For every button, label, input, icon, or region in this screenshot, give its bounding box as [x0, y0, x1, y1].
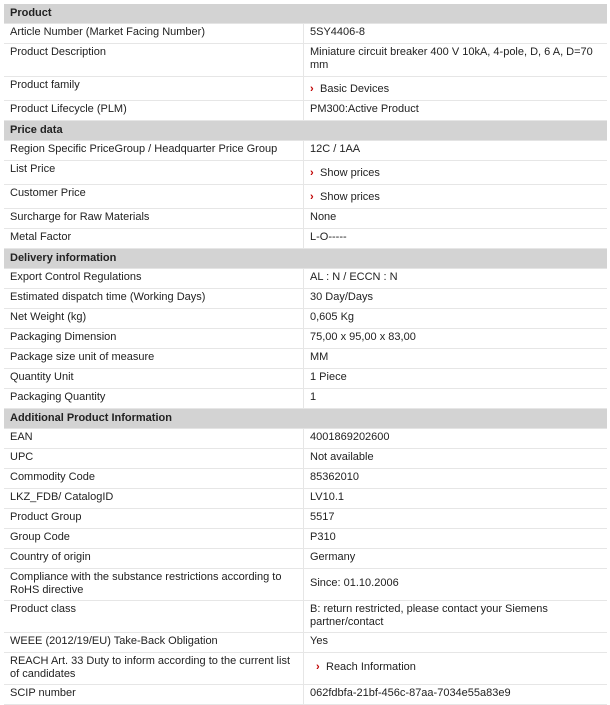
field-label: SCIP number — [4, 685, 304, 704]
field-value: 5517 — [310, 511, 335, 523]
table-row — [4, 269, 607, 289]
field-label: List Price — [4, 161, 304, 184]
field-label: Compliance with the substance restrictions according to RoHS directive — [4, 569, 304, 600]
field-label: Product Lifecycle (PLM) — [4, 101, 304, 120]
field-value: Germany — [310, 551, 356, 563]
field-label: Export Control Regulations — [4, 269, 304, 288]
field-value — [304, 161, 607, 184]
table-row — [4, 44, 607, 77]
table-row — [4, 549, 607, 569]
chevron-right-icon: › — [310, 83, 314, 95]
table-row — [4, 369, 607, 389]
table-row — [4, 653, 607, 685]
field-value: AL : N / ECCN : N — [310, 271, 398, 283]
field-label: Customer Price — [4, 185, 304, 208]
field-value: LV10.1 — [310, 491, 345, 503]
product-data-table — [4, 4, 607, 705]
field-label: Estimated dispatch time (Working Days) — [4, 289, 304, 308]
field-label: Packaging Quantity — [4, 389, 304, 408]
table-row — [4, 529, 607, 549]
section-header-product: Product — [4, 4, 607, 24]
field-label: Product Description — [4, 44, 304, 76]
field-label: WEEE (2012/19/EU) Take-Back Obligation — [4, 633, 304, 652]
link-label: Show prices — [320, 191, 380, 203]
table-row — [4, 77, 607, 101]
field-label: Packaging Dimension — [4, 329, 304, 348]
field-label: Surcharge for Raw Materials — [4, 209, 304, 228]
field-value: L-O----- — [310, 231, 347, 243]
chevron-right-icon: › — [310, 167, 314, 179]
field-value: 75,00 x 95,00 x 83,00 — [310, 331, 416, 343]
field-value: Since: 01.10.2006 — [310, 577, 399, 589]
field-value: 1 Piece — [310, 371, 347, 383]
field-label: Product class — [4, 601, 304, 632]
table-row — [4, 633, 607, 653]
table-row — [4, 329, 607, 349]
basic-devices-link[interactable] — [310, 83, 389, 95]
field-value: MM — [310, 351, 329, 363]
field-value: PM300:Active Product — [310, 103, 419, 115]
link-label: Basic Devices — [320, 83, 390, 95]
table-row — [4, 289, 607, 309]
field-label: Quantity Unit — [4, 369, 304, 388]
table-row — [4, 509, 607, 529]
link-label: Show prices — [320, 167, 380, 179]
field-label: Region Specific PriceGroup / Headquarter Price Group — [4, 141, 304, 160]
table-row — [4, 685, 607, 705]
field-label: UPC — [4, 449, 304, 468]
field-label: Net Weight (kg) — [4, 309, 304, 328]
field-value: 062fdbfa-21bf-456c-87aa-7034e55a83e9 — [310, 687, 511, 699]
field-label: Commodity Code — [4, 469, 304, 488]
field-value: P310 — [310, 531, 336, 543]
field-value: 4001869202600 — [310, 431, 390, 443]
field-value: 12C / 1AA — [310, 143, 361, 155]
field-value — [304, 653, 607, 684]
table-row — [4, 469, 607, 489]
table-row — [4, 101, 607, 121]
show-prices-link[interactable] — [310, 167, 380, 179]
table-row — [4, 141, 607, 161]
field-value: None — [310, 211, 337, 223]
field-label: Product Group — [4, 509, 304, 528]
field-label: REACH Art. 33 Duty to inform according to the current list of candidates — [4, 653, 304, 684]
field-label: Product family — [4, 77, 304, 100]
table-row — [4, 389, 607, 409]
table-row — [4, 209, 607, 229]
field-value: 85362010 — [310, 471, 359, 483]
field-value: Not available — [310, 451, 374, 463]
field-label: LKZ_FDB/ CatalogID — [4, 489, 304, 508]
chevron-right-icon: › — [310, 191, 314, 203]
field-value: B: return restricted, please contact your Siemens partner/contact — [310, 603, 548, 628]
field-label: Group Code — [4, 529, 304, 548]
show-prices-link[interactable] — [310, 191, 380, 203]
link-label: Reach Information — [326, 661, 416, 673]
section-header-additional-product-information: Additional Product Information — [4, 409, 607, 429]
field-value — [304, 185, 607, 208]
field-value — [304, 77, 607, 100]
table-row — [4, 601, 607, 633]
field-label: Metal Factor — [4, 229, 304, 248]
section-header-price-data: Price data — [4, 121, 607, 141]
table-row — [4, 489, 607, 509]
field-label: Package size unit of measure — [4, 349, 304, 368]
reach-information-link[interactable] — [316, 661, 416, 673]
field-value: 0,605 Kg — [310, 311, 355, 323]
field-label: Article Number (Market Facing Number) — [4, 24, 304, 43]
table-row — [4, 24, 607, 44]
field-label: EAN — [4, 429, 304, 448]
table-row — [4, 569, 607, 601]
table-row — [4, 449, 607, 469]
table-row — [4, 229, 607, 249]
table-row — [4, 349, 607, 369]
table-row — [4, 429, 607, 449]
field-value: 30 Day/Days — [310, 291, 373, 303]
table-row — [4, 161, 607, 185]
field-value: 1 — [310, 391, 317, 403]
table-row — [4, 309, 607, 329]
table-row — [4, 185, 607, 209]
field-value: Miniature circuit breaker 400 V 10kA, 4-pole, D, 6 A, D=70 mm — [310, 46, 593, 71]
field-label: Country of origin — [4, 549, 304, 568]
section-header-delivery-information: Delivery information — [4, 249, 607, 269]
field-value: Yes — [310, 635, 328, 647]
field-value: 5SY4406-8 — [310, 26, 366, 38]
chevron-right-icon: › — [316, 661, 320, 673]
